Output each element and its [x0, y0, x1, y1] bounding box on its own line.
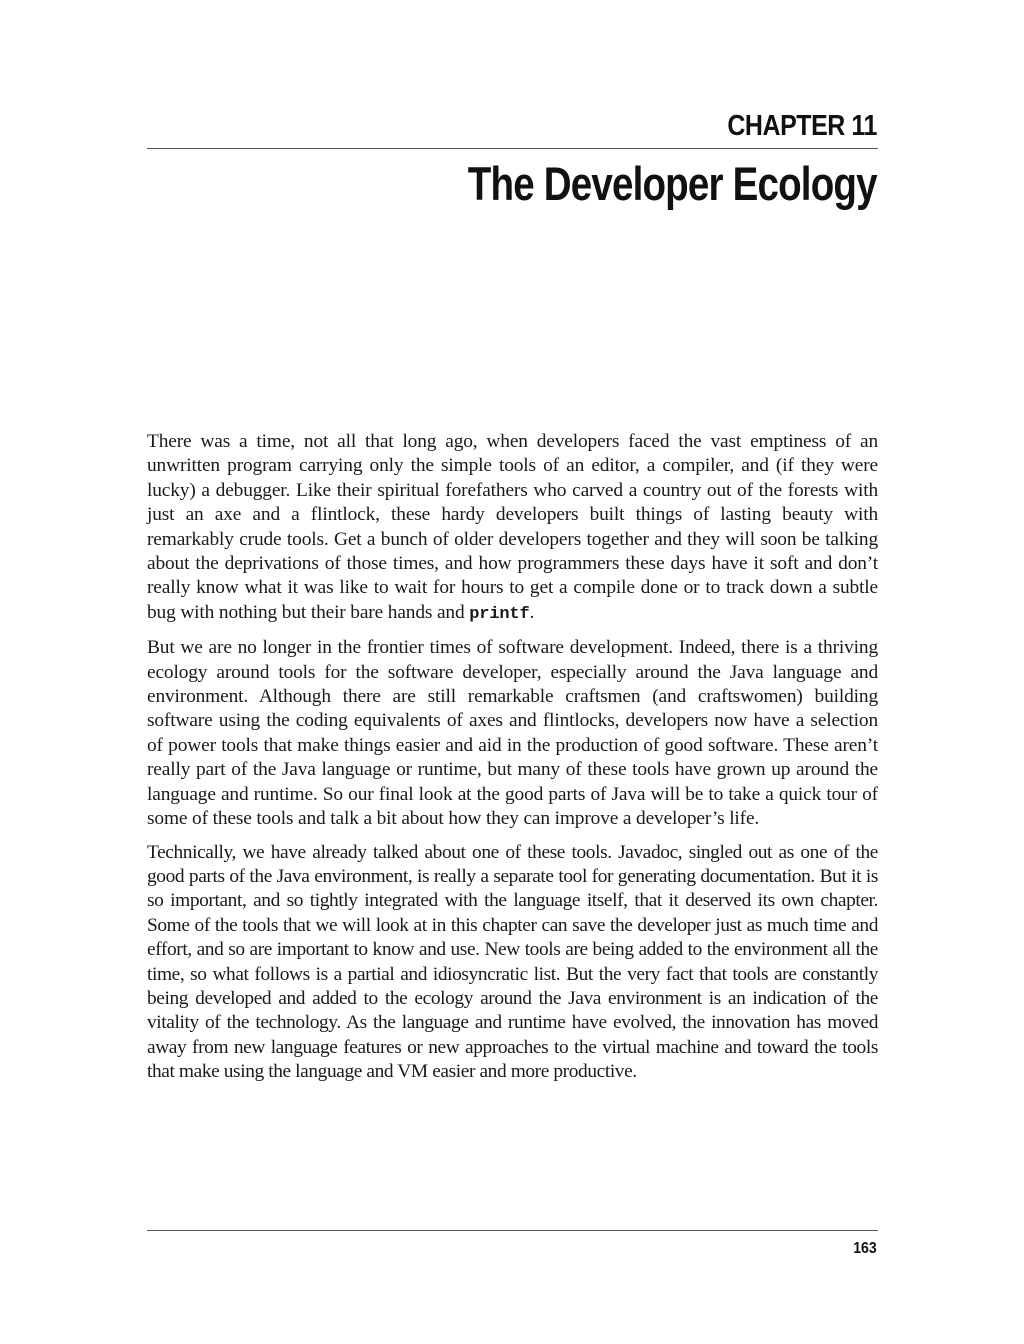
chapter-label: CHAPTER 11 — [727, 110, 877, 142]
chapter-title: The Developer Ecology — [468, 157, 877, 210]
paragraph-1-text: There was a time, not all that long ago, when developers faced the vast emptiness of an unwritten program carrying only the simple tools of an editor, a compiler, and (if they were lucky) a debugger. Like their spiritual forefathers who carved a country out of the forests with just an axe and a flintlock, these hardy developers built things of lasting beauty with remarkably crude tools. Get a bunch of older developers together and they will soon be talking about the deprivations of those times, and how programmers these days have it soft and don’t really know what it was like to wait for hours to get a compile done or to track down a subtle bug with nothing but their bare hands and — [147, 431, 878, 623]
footer-divider — [147, 1230, 878, 1231]
paragraph-1-end: . — [529, 601, 535, 623]
inline-code: printf — [469, 604, 530, 624]
paragraph-2: But we are no longer in the frontier times of software development. Indeed, there is a thriving ecology around tools for the software developer, especially around the Java language and environment. Although there are still remarkable craftsmen (and craftswomen) building software using the coding equivalents of axes and flintlocks, developers now have a selection of power tools that make things easier and aid in the production of good software. These aren’t really part of the Java language or runtime, but many of these tools have grown up around the language and runtime. So our final look at the good parts of Java will be to take a quick tour of some of these tools and talk a bit about how they can improve a developer’s life. — [147, 637, 878, 830]
paragraph-1 — [147, 430, 878, 627]
paragraph-3: Technically, we have already talked about one of these tools. Javadoc, singled out as one of the good parts of the Java environment, is really a separate tool for generating documentation. But it is so important, and so tightly integrated with the language itself, that it deserved its own chapter. Some of the tools that we will look at in this chapter can save the developer just as much time and effort, and so are important to know and use. New tools are being added to the environment all the time, so what follows is a partial and idiosyncratic list. But the very fact that tools are constantly being developed and added to the ecology around the Java environment is an indication of the vitality of the technology. As the language and runtime have evolved, the innovation has moved away from new language features or new approaches to the virtual machine and toward the tools that make using the language and VM easier and more productive. — [147, 841, 878, 1083]
header-divider — [147, 148, 878, 149]
body-text — [147, 430, 878, 1094]
page-number: 163 — [853, 1240, 877, 1257]
